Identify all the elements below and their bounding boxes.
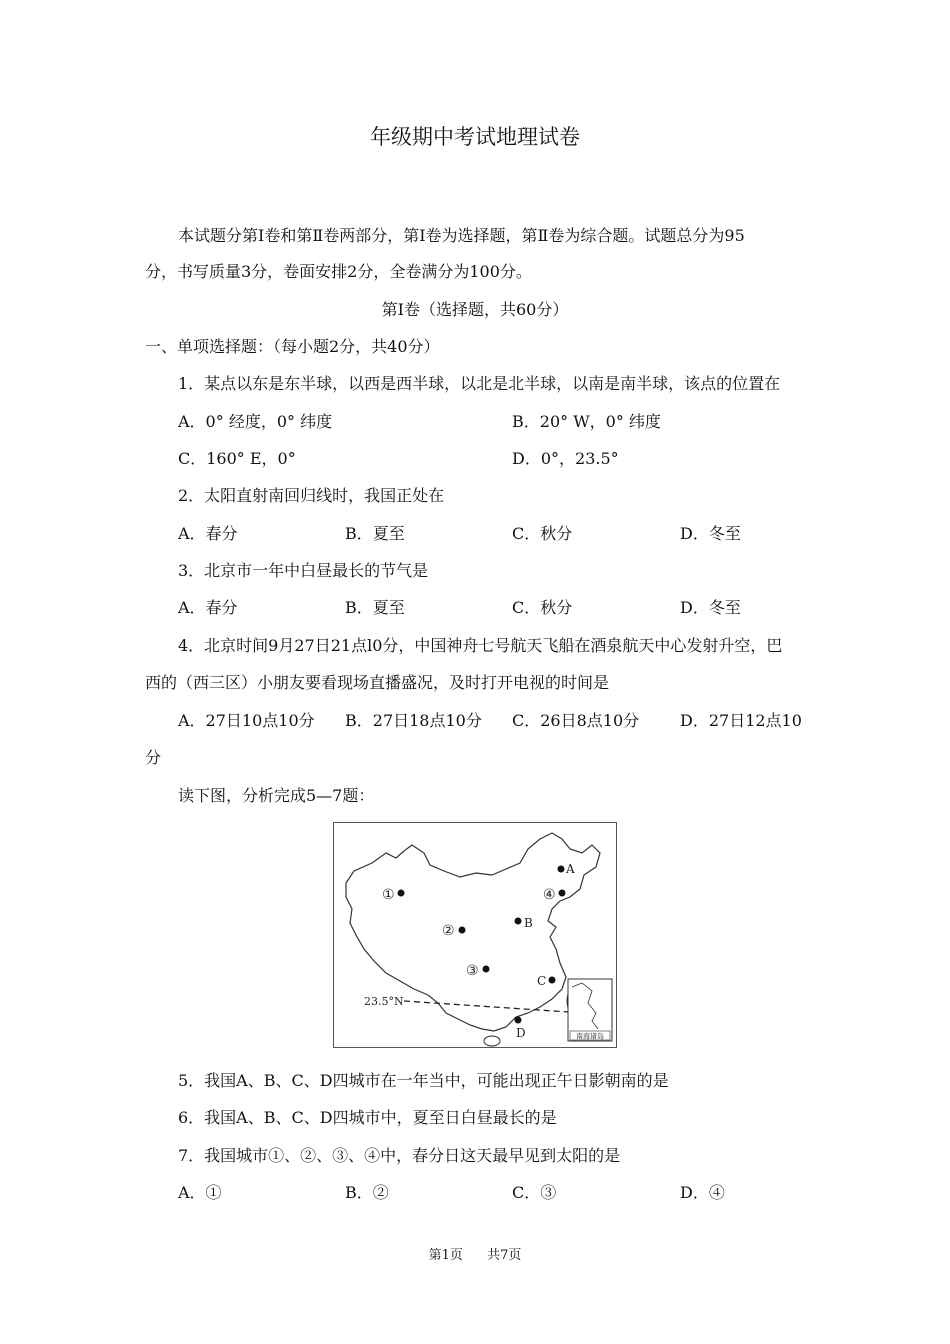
question-3-option-c: C．秋分 [512,598,573,617]
question-7-option-b: B．② [345,1183,389,1202]
city-dot-2 [459,927,466,934]
question-4-option-a: A．27日10点10分 [178,711,315,730]
question-1-option-a: A．0° 经度，0° 纬度 [178,412,333,431]
china-map-figure [333,822,617,1048]
city-dot-3 [483,966,490,973]
question-3-stem: 3．北京市一年中白昼最长的节气是 [178,561,429,580]
map-label-A: A [566,862,575,876]
map-label-4: ④ [543,887,556,903]
city-dot-4 [559,890,566,897]
page-title: 年级期中考试地理试卷 [370,125,580,149]
page-number: 第1页 [428,1248,463,1263]
question-7-option-d: D．④ [680,1183,725,1202]
inset-caption: 南海诸岛 [576,1032,604,1041]
question-1-option-b: B．20° W，0° 纬度 [512,412,661,431]
question-4-option-b: B．27日18点10分 [345,711,482,730]
tropic-of-cancer-line [404,1001,584,1013]
question-1-stem: 1．某点以东是东半球，以西是西半球，以北是北半球，以南是南半球，该点的位置在 [178,374,781,393]
part1-title: 第Ⅰ卷（选择题，共60分） [381,300,569,319]
city-dot-A [558,866,565,873]
question-2-option-a: A．春分 [178,524,238,543]
map-label-B: B [524,916,533,930]
question-3-option-b: B．夏至 [345,598,405,617]
question-4-option-d-continued: 分 [145,748,162,767]
question-2-stem: 2．太阳直射南回归线时，我国正处在 [178,486,445,505]
china-map-svg [334,823,616,1047]
question-1-option-d: D．0°，23.5° [512,449,619,468]
question-7-stem: 7．我国城市①、②、③、④中，春分日这天最早见到太阳的是 [178,1146,621,1165]
section1-title: 一、单项选择题：（每小题2分，共40分） [145,337,440,356]
page-total: 共7页 [487,1248,522,1263]
question-3-option-a: A．春分 [178,598,238,617]
tropic-label: 23.5°N [364,995,404,1008]
question-4-stem-line-2: 西的（西三区）小朋友要看现场直播盛况，及时打开电视的时间是 [145,673,610,692]
city-dot-B [515,918,522,925]
question-4-option-d: D．27日12点10 [680,711,802,730]
question-2-option-c: C．秋分 [512,524,573,543]
city-dot-C [549,977,556,984]
question-5-stem: 5．我国A、B、C、D四城市在一年当中，可能出现正午日影朝南的是 [178,1071,669,1090]
question-1-option-c: C．160° E，0° [178,449,296,468]
question-4-option-c: C．26日8点10分 [512,711,640,730]
question-7-option-c: C．③ [512,1183,557,1202]
map-label-C: C [537,974,547,988]
question-2-option-b: B．夏至 [345,524,405,543]
city-dot-1 [398,890,405,897]
question-6-stem: 6．我国A、B、C、D四城市中，夏至日白昼最长的是 [178,1108,557,1127]
hainan-island [484,1036,500,1046]
city-dot-D [515,1017,522,1024]
map-label-2: ② [442,923,455,939]
map-label-3: ③ [466,963,479,979]
figure-intro: 读下图，分析完成5—7题： [178,786,375,805]
question-4-stem-line-1: 4．北京时间9月27日21点l0分，中国神舟七号航天飞船在酒泉航天中心发射升空，巴 [178,636,783,655]
question-3-option-d: D．冬至 [680,598,741,617]
intro-line-2: 分，书写质量3分，卷面安排2分，全卷满分为100分。 [145,262,532,281]
map-label-D: D [516,1026,526,1040]
map-label-1: ① [382,887,395,903]
question-2-option-d: D．冬至 [680,524,741,543]
question-7-option-a: A．① [178,1183,222,1202]
intro-line-1: 本试题分第Ⅰ卷和第Ⅱ卷两部分，第Ⅰ卷为选择题，第Ⅱ卷为综合题。试题总分为95 [178,226,745,245]
page-footer [0,1248,950,1264]
